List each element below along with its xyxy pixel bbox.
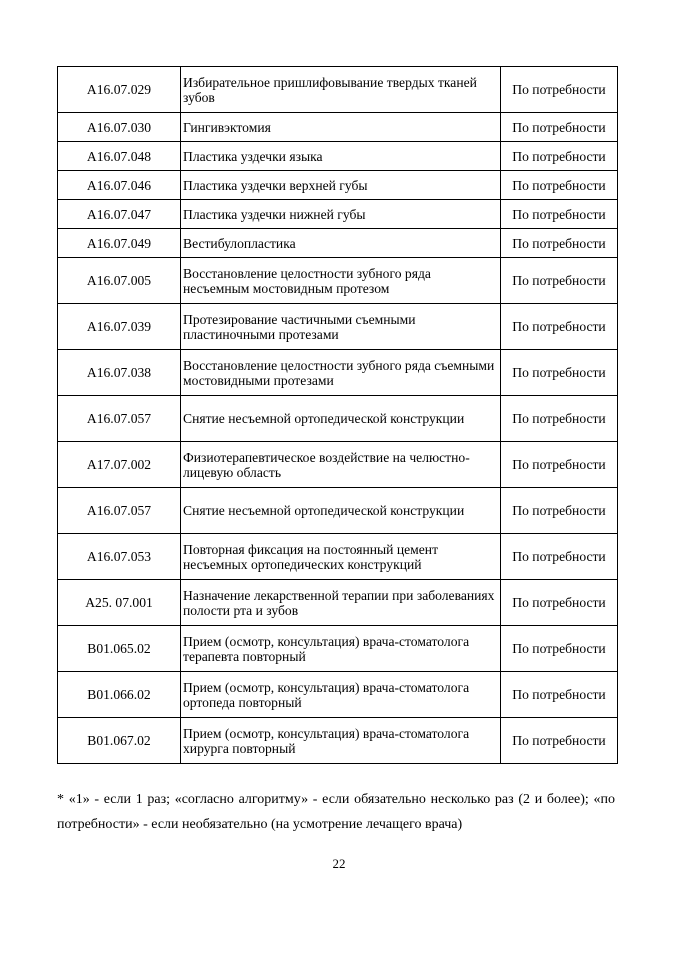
frequency-cell: По потребности	[501, 142, 618, 171]
frequency-cell: По потребности	[501, 171, 618, 200]
service-code-cell: A16.07.030	[58, 113, 181, 142]
service-code-cell: B01.065.02	[58, 626, 181, 672]
service-name-cell: Пластика уздечки языка	[181, 142, 501, 171]
service-name-cell: Прием (осмотр, консультация) врача-стоматолога хирурга повторный	[181, 718, 501, 764]
frequency-cell: По потребности	[501, 113, 618, 142]
service-name-cell: Восстановление целостности зубного ряда съемными мостовидными протезами	[181, 350, 501, 396]
service-name-cell: Снятие несъемной ортопедической конструкции	[181, 488, 501, 534]
service-code-cell: B01.067.02	[58, 718, 181, 764]
service-code-cell: A25. 07.001	[58, 580, 181, 626]
service-code-cell: A16.07.047	[58, 200, 181, 229]
service-code-cell: A16.07.049	[58, 229, 181, 258]
table-row	[58, 580, 618, 626]
service-name-cell: Физиотерапевтическое воздействие на челюстно-лицевую область	[181, 442, 501, 488]
service-name-cell: Повторная фиксация на постоянный цемент несъемных ортопедических конструкций	[181, 534, 501, 580]
service-code-cell: A16.07.039	[58, 304, 181, 350]
service-code-cell: A16.07.046	[58, 171, 181, 200]
table-row	[58, 534, 618, 580]
table-row	[58, 350, 618, 396]
table-row	[58, 67, 618, 113]
frequency-cell: По потребности	[501, 229, 618, 258]
service-code-cell: A17.07.002	[58, 442, 181, 488]
service-code-cell: B01.066.02	[58, 672, 181, 718]
service-code-cell: A16.07.053	[58, 534, 181, 580]
table-row	[58, 488, 618, 534]
frequency-cell: По потребности	[501, 67, 618, 113]
frequency-cell: По потребности	[501, 534, 618, 580]
service-name-cell: Пластика уздечки верхней губы	[181, 171, 501, 200]
frequency-cell: По потребности	[501, 626, 618, 672]
frequency-cell: По потребности	[501, 580, 618, 626]
table-row	[58, 229, 618, 258]
service-name-cell: Протезирование частичными съемными пластиночными протезами	[181, 304, 501, 350]
frequency-cell: По потребности	[501, 718, 618, 764]
table-row	[58, 171, 618, 200]
service-name-cell: Прием (осмотр, консультация) врача-стоматолога ортопеда повторный	[181, 672, 501, 718]
table-row	[58, 718, 618, 764]
frequency-cell: По потребности	[501, 350, 618, 396]
frequency-cell: По потребности	[501, 396, 618, 442]
table-row	[58, 442, 618, 488]
service-code-cell: A16.07.038	[58, 350, 181, 396]
frequency-cell: По потребности	[501, 304, 618, 350]
table-row	[58, 142, 618, 171]
table-row	[58, 200, 618, 229]
footnote: * «1» - если 1 раз; «согласно алгоритму» - если обязательно несколько раз (2 и более); «по потребности» - если необязательно (на усмотрение лечащего врача)	[57, 792, 615, 832]
service-code-cell: A16.07.057	[58, 396, 181, 442]
frequency-cell: По потребности	[501, 488, 618, 534]
service-name-cell: Вестибулопластика	[181, 229, 501, 258]
frequency-cell: По потребности	[501, 258, 618, 304]
service-code-cell: A16.07.029	[58, 67, 181, 113]
service-code-cell: A16.07.057	[58, 488, 181, 534]
frequency-cell: По потребности	[501, 672, 618, 718]
service-name-cell: Восстановление целостности зубного ряда несъемным мостовидным протезом	[181, 258, 501, 304]
service-code-cell: A16.07.005	[58, 258, 181, 304]
table-row	[58, 113, 618, 142]
frequency-cell: По потребности	[501, 442, 618, 488]
frequency-cell: По потребности	[501, 200, 618, 229]
table-row	[58, 258, 618, 304]
table-row	[58, 626, 618, 672]
table-row	[58, 396, 618, 442]
service-name-cell: Избирательное пришлифовывание твердых тканей зубов	[181, 67, 501, 113]
services-table	[57, 66, 618, 764]
service-name-cell: Прием (осмотр, консультация) врача-стоматолога терапевта повторный	[181, 626, 501, 672]
table-row	[58, 672, 618, 718]
service-name-cell: Назначение лекарственной терапии при заболеваниях полости рта и зубов	[181, 580, 501, 626]
service-name-cell: Снятие несъемной ортопедической конструкции	[181, 396, 501, 442]
table-row	[58, 304, 618, 350]
service-code-cell: A16.07.048	[58, 142, 181, 171]
page-number: 22	[332, 856, 346, 871]
service-name-cell: Пластика уздечки нижней губы	[181, 200, 501, 229]
service-name-cell: Гингивэктомия	[181, 113, 501, 142]
